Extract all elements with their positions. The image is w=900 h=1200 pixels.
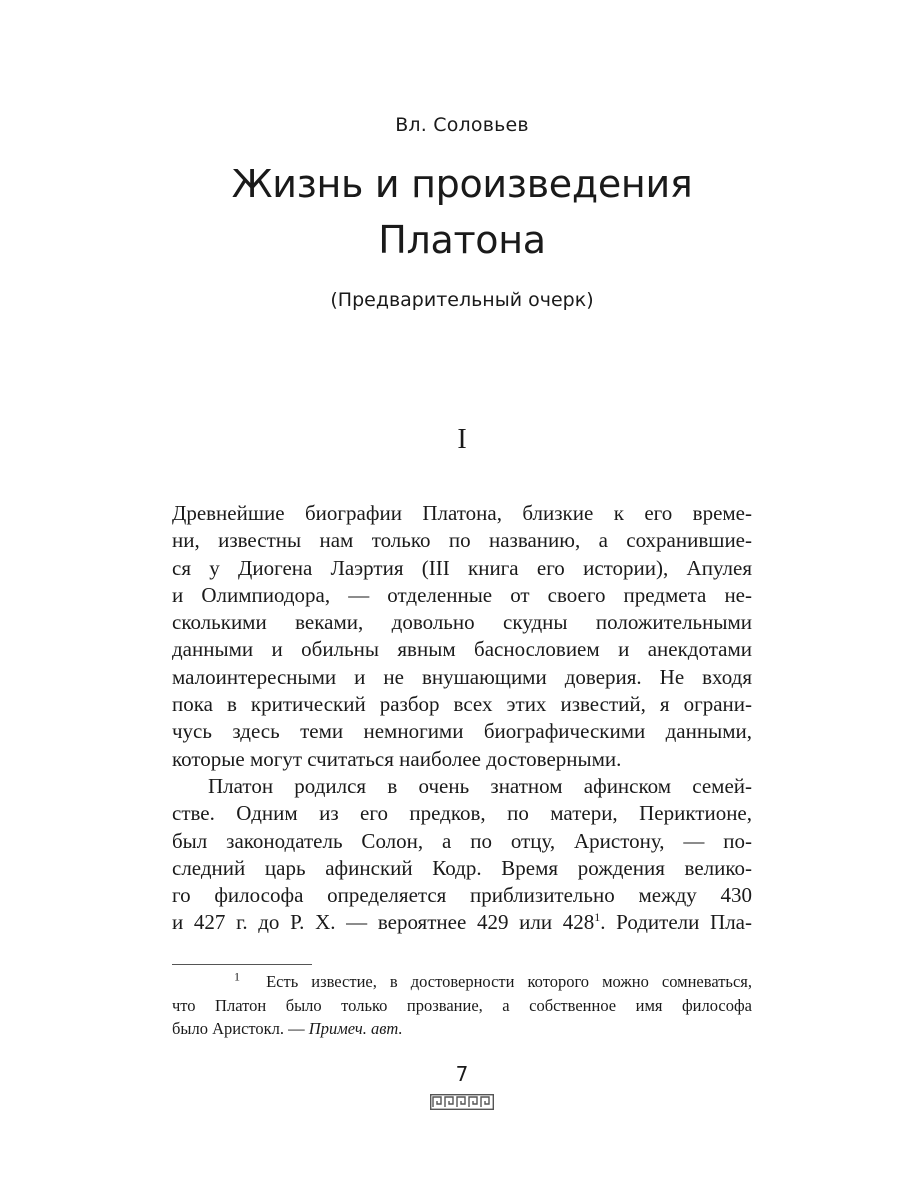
title-line-2: Платона — [378, 218, 546, 262]
body-line: малоинтересными и не внушающими доверия. Не входя — [172, 664, 752, 689]
author-name: Вл. Соловьев — [395, 114, 529, 136]
body-line: чусь здесь теми немногими биографическими данными, — [172, 719, 752, 744]
body-line: был законодатель Солон, а по отцу, Аристону, — по- — [172, 828, 752, 853]
footnote-author-note: Примеч. авт. — [308, 1019, 403, 1038]
body-line-text: и 427 г. до Р. Х. — вероятнее 429 или 428 — [172, 910, 595, 935]
footnote — [172, 970, 752, 1041]
page-number: 7 — [455, 1062, 469, 1086]
footnote-line: что Платон было только прозвание, а собственное имя философа — [172, 995, 752, 1015]
body-line: следний царь афинский Кодр. Время рождения велико- — [172, 855, 752, 880]
body-line: Платон родился в очень знатном афинском семей- — [208, 773, 752, 798]
chapter-title — [0, 156, 900, 268]
body-text — [172, 500, 752, 937]
body-line: сколькими веками, довольно скудны положительными — [172, 610, 752, 635]
body-line: которые могут считаться наиболее достоверными. — [172, 746, 622, 771]
title-line-1: Жизнь и произведения — [231, 162, 693, 206]
body-line: стве. Одним из его предков, по матери, Периктионе, — [172, 801, 752, 826]
body-line: Древнейшие биографии Платона, близкие к его време- — [172, 501, 752, 525]
body-line — [172, 909, 752, 936]
chapter-subtitle: (Предварительный очерк) — [330, 289, 594, 311]
body-line: пока в критический разбор всех этих известий, я ограни- — [172, 692, 752, 717]
footnote-line — [172, 970, 752, 994]
body-line-text: . Родители Пла- — [600, 910, 752, 935]
footnote-reference[interactable]: 1 — [594, 910, 601, 925]
body-line: ни, известны нам только по названию, а сохранившие- — [172, 528, 752, 553]
greek-key-ornament-icon — [430, 1094, 494, 1110]
footnote-divider — [172, 964, 312, 965]
section-numeral: I — [457, 424, 467, 455]
footnote-mark: 1 — [234, 969, 240, 984]
body-line: данными и обильны явным баснословием и анекдотами — [172, 637, 752, 662]
footnote-text: Есть известие, в достоверности которого можно сомневаться, — [266, 972, 752, 991]
body-line: и Олимпиодора, — отделенные от своего предмета не- — [172, 582, 752, 607]
body-line: ся у Диогена Лаэртия (III книга его истории), Апулея — [172, 555, 752, 580]
body-line: го философа определяется приблизительно между 430 — [172, 883, 752, 908]
footnote-text: было Аристокл. — — [172, 1019, 309, 1038]
footnote-line — [172, 1017, 752, 1041]
